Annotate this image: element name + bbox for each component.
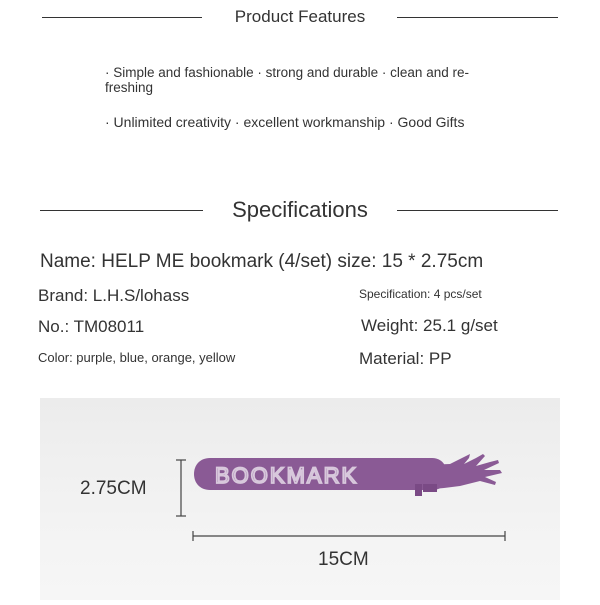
width-label: 15CM (318, 549, 369, 570)
features-line-1-cont: freshing (105, 80, 154, 95)
divider-right (397, 17, 558, 18)
spec-material: Material: PP (359, 349, 452, 368)
divider-right (397, 210, 558, 211)
height-dimension-bracket (176, 460, 186, 516)
spec-no: No.: TM08011 (38, 317, 145, 336)
spec-weight: Weight: 25.1 g/set (361, 316, 498, 335)
bookmark-stencil-text: BOOKMARK (215, 463, 359, 488)
spec-name: Name: HELP ME bookmark (4/set) size: 15 * 2.75cm (40, 251, 484, 272)
spec-color: Color: purple, blue, orange, yellow (38, 350, 236, 365)
product-features-heading: Product Features (234, 7, 366, 26)
specifications-heading: Specifications (232, 197, 368, 222)
product-photo (40, 398, 560, 600)
spec-brand: Brand: L.H.S/lohass (38, 286, 190, 305)
spec-specification: Specification: 4 pcs/set (359, 287, 482, 301)
features-line-1: · Simple and fashionable · strong and durable · clean and re- (105, 65, 469, 80)
height-label: 2.75CM (80, 478, 147, 499)
width-dimension-line (193, 531, 505, 541)
bookmark (194, 454, 502, 496)
features-line-2: · Unlimited creativity · excellent workmanship · Good Gifts (105, 114, 465, 130)
